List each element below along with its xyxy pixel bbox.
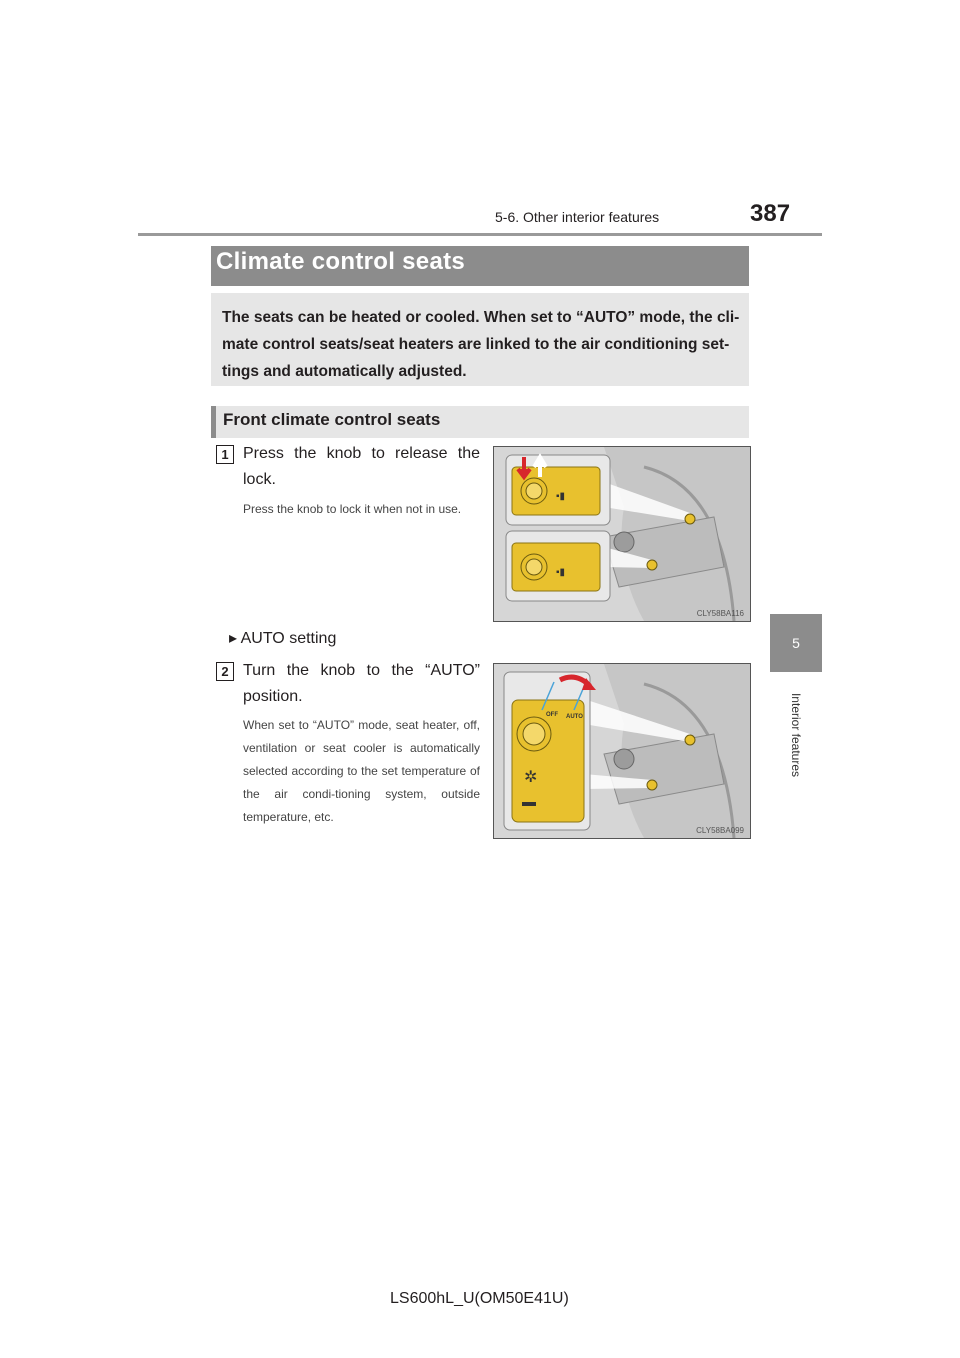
- figure-2: [493, 663, 751, 839]
- figure-1-illustration: [494, 447, 750, 621]
- chapter-label-text: Interior features: [789, 692, 803, 778]
- figure-1: [493, 446, 751, 622]
- header-rule: [138, 233, 822, 236]
- subsection-title: Front climate control seats: [223, 410, 441, 429]
- chapter-number: 5: [792, 635, 800, 651]
- section-title: 5-6. Other interior features: [495, 209, 660, 225]
- page-number: 387: [750, 200, 791, 227]
- step-1-text: Press the knob to release the lock.: [243, 445, 480, 488]
- step-number-2: 2: [216, 662, 234, 681]
- figure-2-code: CLY58BA099: [696, 826, 744, 835]
- step-2-text: Turn the knob to the “AUTO” position.: [243, 662, 480, 705]
- chapter-label: [770, 680, 822, 790]
- dial-auto-label: AUTO: [566, 714, 583, 720]
- footer-model-code: LS600hL_U(OM50E41U): [390, 1290, 569, 1307]
- figure-1-code: CLY58BA116: [696, 609, 744, 618]
- subsection-accent: [211, 406, 216, 438]
- chapter-tab: [770, 614, 822, 672]
- page-title: Climate control seats: [216, 248, 466, 275]
- intro-text: The seats can be heated or cooled. When set to “AUTO” mode, the cli-mate control seats/seat heaters are linked to the air conditioning set-tings and automatically adjusted.: [222, 309, 740, 380]
- step-number-1: 1: [216, 445, 234, 464]
- svg-text:▪▮: ▪▮: [556, 567, 566, 578]
- triangle-bullet-icon: ▸: [229, 630, 238, 647]
- step-2-note: When set to “AUTO” mode, seat heater, off, ventilation or seat cooler is automatically selected according to the set temperature of the air condi-tioning system, outside temperature, etc.: [243, 718, 480, 824]
- auto-setting-label: AUTO setting: [240, 630, 337, 647]
- svg-text:▪▮: ▪▮: [556, 491, 566, 502]
- svg-text:✲: ✲: [524, 769, 538, 786]
- figure-2-illustration: [494, 664, 750, 838]
- dial-off-label: OFF: [546, 712, 558, 718]
- step-1-note: Press the knob to lock it when not in use.: [243, 502, 462, 516]
- auto-setting-heading: [229, 628, 336, 648]
